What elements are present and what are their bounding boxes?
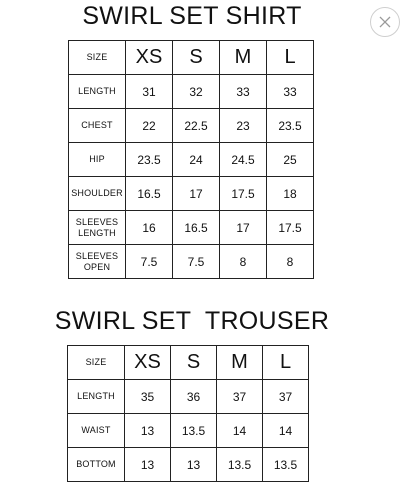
size-s-header: S [173,41,220,75]
table-cell: 31 [126,75,173,109]
table-row [69,211,314,245]
table-cell: 17 [173,177,220,211]
table-cell: 13 [171,448,217,482]
table-cell: 14 [263,414,309,448]
shirt-chart-title: SWIRL SET SHIRT [82,2,302,30]
close-button[interactable] [370,7,400,37]
table-row [69,143,314,177]
table-cell: 14 [217,414,263,448]
size-xs-header: XS [125,346,171,380]
table-cell: 8 [220,245,267,279]
table-row [69,109,314,143]
table-cell: 13.5 [263,448,309,482]
table-cell: 13.5 [217,448,263,482]
table-cell: 37 [217,380,263,414]
table-cell: 22.5 [173,109,220,143]
table-cell: 23.5 [267,109,314,143]
table-row [69,245,314,279]
table-cell: 16 [126,211,173,245]
table-cell: 13 [125,448,171,482]
table-cell: 24 [173,143,220,177]
table-cell: 33 [220,75,267,109]
table-cell: 25 [267,143,314,177]
table-cell: 18 [267,177,314,211]
table-cell: 36 [171,380,217,414]
table-cell: 17.5 [267,211,314,245]
table-cell: 13.5 [171,414,217,448]
row-label: LENGTH [68,380,125,414]
size-m-header: M [220,41,267,75]
table-row [68,380,309,414]
row-label: SHOULDER [69,177,126,211]
trouser-size-table [67,345,309,482]
size-header-label: SIZE [69,41,126,75]
table-cell: 23 [220,109,267,143]
table-cell: 13 [125,414,171,448]
table-cell: 16.5 [126,177,173,211]
table-cell: 8 [267,245,314,279]
close-icon [371,8,399,36]
table-cell: 22 [126,109,173,143]
row-label: BOTTOM [68,448,125,482]
table-cell: 7.5 [173,245,220,279]
size-l-header: L [267,41,314,75]
table-cell: 7.5 [126,245,173,279]
table-cell: 33 [267,75,314,109]
table-header-row [69,41,314,75]
row-label: LENGTH [69,75,126,109]
table-cell: 23.5 [126,143,173,177]
size-header-label: SIZE [68,346,125,380]
row-label: HIP [69,143,126,177]
table-cell: 24.5 [220,143,267,177]
row-label: SLEEVES OPEN [69,245,126,279]
table-cell: 17.5 [220,177,267,211]
table-row [68,414,309,448]
size-l-header: L [263,346,309,380]
row-label: CHEST [69,109,126,143]
size-m-header: M [217,346,263,380]
trouser-chart-title: SWIRL SET TROUSER [54,307,330,335]
table-row [69,177,314,211]
table-cell: 17 [220,211,267,245]
size-s-header: S [171,346,217,380]
shirt-size-table [68,40,314,279]
row-label: WAIST [68,414,125,448]
table-row [69,75,314,109]
row-label: SLEEVES LENGTH [69,211,126,245]
table-cell: 35 [125,380,171,414]
table-cell: 32 [173,75,220,109]
table-cell: 37 [263,380,309,414]
table-row [68,448,309,482]
table-header-row [68,346,309,380]
size-xs-header: XS [126,41,173,75]
table-cell: 16.5 [173,211,220,245]
